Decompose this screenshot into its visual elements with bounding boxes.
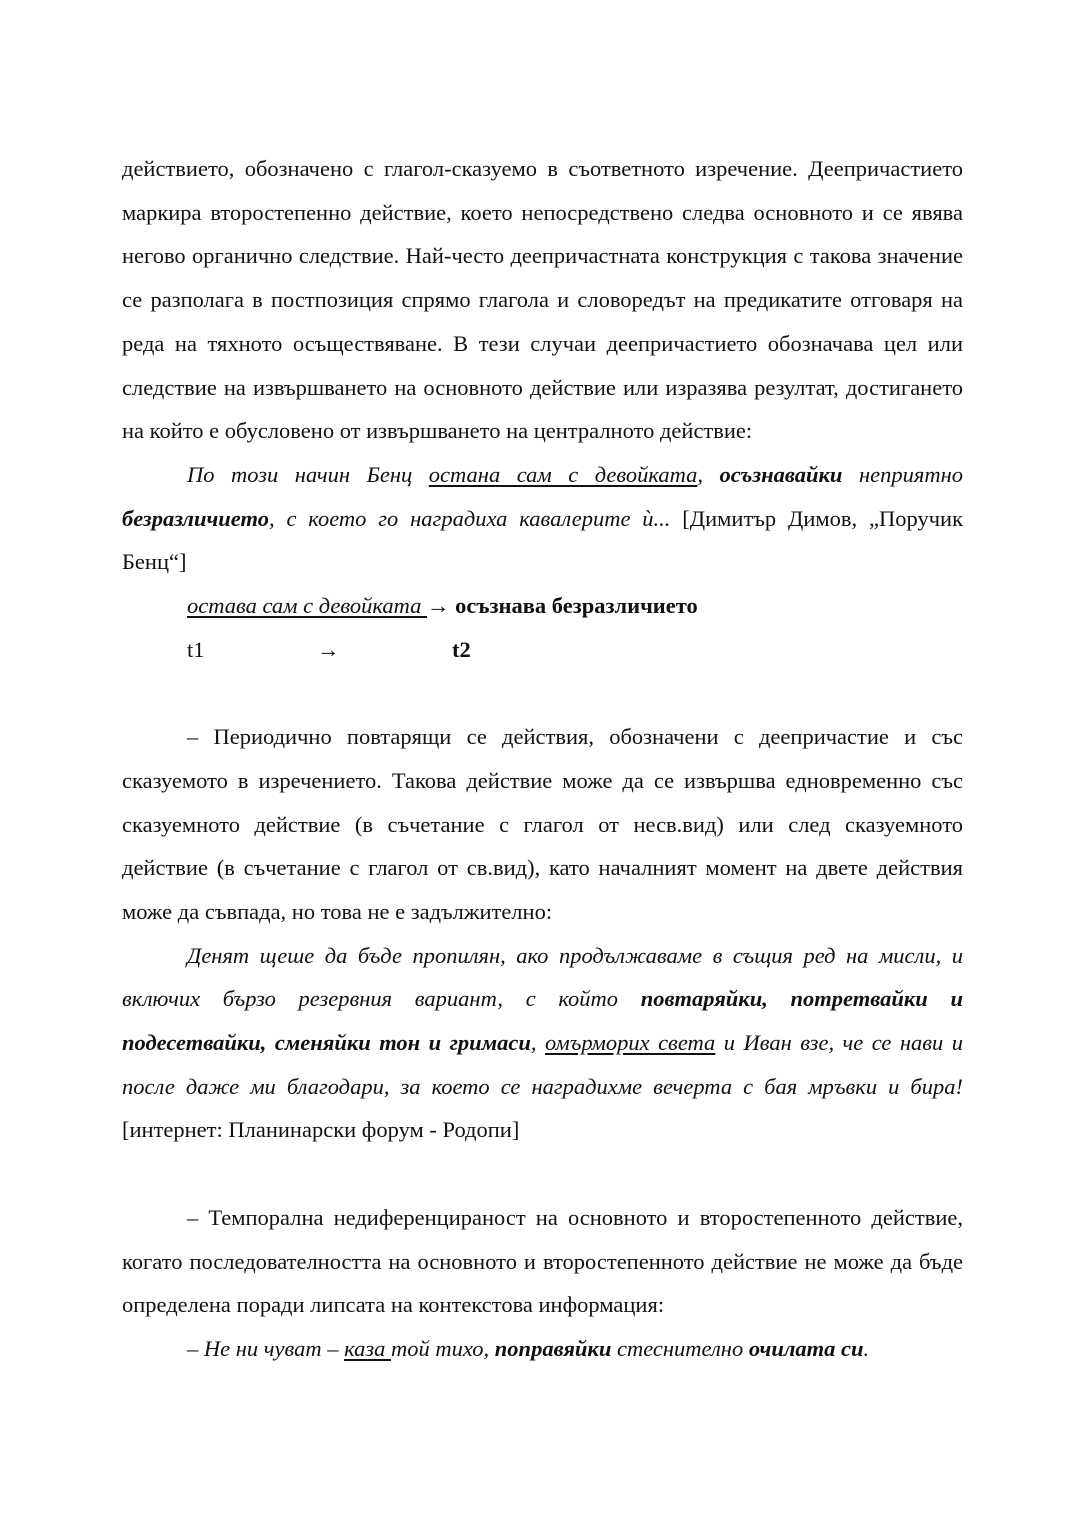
- document-body: [122, 147, 963, 1371]
- example-1: [122, 453, 963, 584]
- example-2-underlined-predicate: омърморих света: [544, 1030, 716, 1056]
- example-3-period: .: [863, 1335, 870, 1361]
- example-1-underlined-predicate: остана сам с девойката: [428, 461, 698, 487]
- example-1-gerund: осъзнавайки: [719, 461, 843, 487]
- paragraph-3: – Темпорална недиференцираност на основното и второстепенното действие, когато последователността на основното и второстепенното действие не може да бъде определена поради липсата на контекстова информация:: [122, 1204, 963, 1318]
- example-2-text-e: и Иван взе, че се нави и после даже ми благодари, за което се наградихме вечерта с бая мръвки и бира!: [122, 1030, 964, 1099]
- scheme-secondary-action: осъзнава безразличието: [449, 593, 698, 619]
- example-3-gerund: поправяйки: [494, 1335, 612, 1361]
- example-1-text-e: неприятно: [842, 461, 963, 487]
- example-3-object: очилата си: [748, 1335, 864, 1361]
- example-2-source: [интернет: Планинарски форум - Родопи]: [122, 1117, 520, 1143]
- example-2-gerunds: повтаряйки, потретвайки и подесетвайки, сменяйки тон и гримаси: [122, 986, 963, 1056]
- scheme-t1: t1: [187, 636, 205, 662]
- example-2: [122, 934, 963, 1153]
- scheme-main-action: остава сам с девойката: [187, 593, 427, 619]
- example-3-underlined-predicate: каза: [344, 1335, 391, 1361]
- example-2-comma: ,: [530, 1030, 545, 1056]
- example-1-object: безразличието: [122, 505, 269, 531]
- paragraph-1: действието, обозначено с глагол-сказуемо в съответното изречение. Деепричастието маркира второстепенно действие, което непосредствено следва основното и се явява негово органично следствие. Най-често деепричастната конструкция с такова значение се разполага в постпозиция спрямо глагола и словоредът на предикатите отговаря на реда на тяхното осъществяване. В тези случаи деепричастието обозначава цел или следствие на извършването на основното действие или изразява резултат, достигането на който е обусловено от извършването на централното действие:: [122, 156, 963, 444]
- example-3-text-a: – Не ни чуват –: [187, 1335, 345, 1361]
- example-2-text-a: Денят щеше да бъде пропилян, ако продължаваме в същия ред на мисли, и включих бързо резервния вариант, с който: [122, 942, 963, 1012]
- scheme-arrow: →: [426, 593, 450, 619]
- example-1-text-a: По този начин Бенц: [187, 461, 429, 487]
- example-3: [122, 1327, 963, 1371]
- scheme-t2: t2: [452, 636, 471, 662]
- scheme-line-1: [122, 584, 963, 628]
- example-3-text-c: той тихо,: [390, 1335, 495, 1361]
- example-1-source: [Димитър Димов, „Поручик Бенц“]: [122, 505, 964, 575]
- example-1-text-g: , с което го наградиха кавалерите ѝ...: [268, 505, 671, 531]
- scheme-t-arrow: →: [317, 636, 340, 662]
- example-3-text-e: стеснително: [611, 1335, 749, 1361]
- scheme-line-2: [122, 628, 963, 672]
- paragraph-2: – Периодично повтарящи се действия, обозначени с деепричастие и със сказуемото в изречението. Такова действие може да се извършва едновременно със сказуемното действие (в съчетание с глагол от несв.вид) или след сказуемното действие (в съчетание с глагол от св.вид), като началният момент на двете действия може да съвпада, но това не е задължително:: [122, 724, 963, 924]
- example-1-comma: ,: [697, 461, 720, 487]
